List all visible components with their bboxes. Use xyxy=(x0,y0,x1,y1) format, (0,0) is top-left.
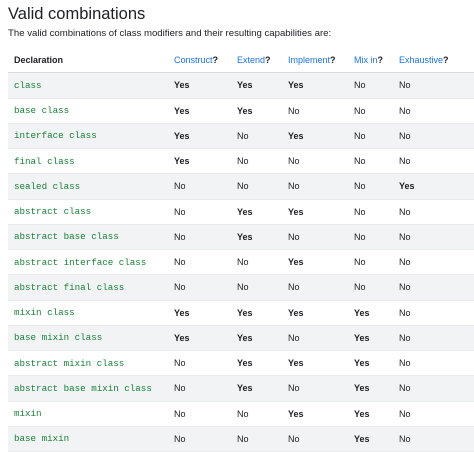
capability-cell: Yes xyxy=(288,401,354,426)
capability-cell: Yes xyxy=(288,123,354,148)
capability-cell: No xyxy=(399,376,474,401)
capability-cell: Yes xyxy=(288,351,354,376)
capability-cell: No xyxy=(399,224,474,249)
capability-cell: Yes xyxy=(288,199,354,224)
capability-cell: No xyxy=(399,351,474,376)
table-row xyxy=(8,401,474,426)
capability-cell: No xyxy=(354,149,399,174)
capability-cell: Yes xyxy=(237,351,288,376)
capability-cell: Yes xyxy=(354,351,399,376)
header-mix-in-link[interactable]: Mix in xyxy=(354,55,378,66)
capability-cell: Yes xyxy=(288,250,354,275)
capability-cell: No xyxy=(174,376,237,401)
capability-cell: No xyxy=(174,426,237,451)
capability-cell: No xyxy=(399,250,474,275)
capability-cell: Yes xyxy=(237,224,288,249)
table-row xyxy=(8,174,474,199)
header-exhaustive-link[interactable]: Exhaustive xyxy=(399,55,444,66)
declaration-cell: abstract mixin class xyxy=(8,351,174,376)
header-construct xyxy=(174,48,237,73)
declaration-cell: sealed class xyxy=(8,174,174,199)
capability-cell: No xyxy=(399,275,474,300)
capability-cell: No xyxy=(174,351,237,376)
declaration-cell: abstract base mixin class xyxy=(8,376,174,401)
header-implement xyxy=(288,48,354,73)
capability-cell: No xyxy=(288,275,354,300)
capability-cell: Yes xyxy=(399,174,474,199)
capability-cell: Yes xyxy=(174,149,237,174)
capability-cell: No xyxy=(174,250,237,275)
table-row xyxy=(8,300,474,325)
table-row xyxy=(8,73,474,98)
header-extend xyxy=(237,48,288,73)
capability-cell: No xyxy=(174,275,237,300)
declaration-cell: interface class xyxy=(8,123,174,148)
capability-cell: Yes xyxy=(354,300,399,325)
table-row xyxy=(8,351,474,376)
capability-cell: No xyxy=(237,149,288,174)
capability-cell: No xyxy=(288,224,354,249)
header-extend-link[interactable]: Extend xyxy=(237,55,266,66)
capability-cell: No xyxy=(237,174,288,199)
capability-cell: Yes xyxy=(237,199,288,224)
header-mix-in xyxy=(354,48,399,73)
capability-cell: Yes xyxy=(237,325,288,350)
capability-cell: Yes xyxy=(237,73,288,98)
capability-cell: Yes xyxy=(237,98,288,123)
table-row xyxy=(8,376,474,401)
table-row xyxy=(8,199,474,224)
table-row xyxy=(8,325,474,350)
header-implement-link[interactable]: Implement xyxy=(288,55,331,66)
combinations-table xyxy=(8,48,474,452)
capability-cell: No xyxy=(288,98,354,123)
header-declaration: Declaration xyxy=(8,48,174,73)
header-mix-in-suffix: ? xyxy=(377,55,384,66)
table-row xyxy=(8,224,474,249)
declaration-cell: abstract final class xyxy=(8,275,174,300)
capability-cell: Yes xyxy=(288,300,354,325)
capability-cell: No xyxy=(354,98,399,123)
capability-cell: No xyxy=(354,123,399,148)
capability-cell: No xyxy=(354,73,399,98)
header-exhaustive xyxy=(399,48,474,73)
capability-cell: No xyxy=(354,199,399,224)
table-row xyxy=(8,149,474,174)
capability-cell: No xyxy=(237,401,288,426)
capability-cell: No xyxy=(399,426,474,451)
capability-cell: Yes xyxy=(354,376,399,401)
capability-cell: Yes xyxy=(174,98,237,123)
declaration-cell: mixin class xyxy=(8,300,174,325)
capability-cell: No xyxy=(399,73,474,98)
capability-cell: Yes xyxy=(174,300,237,325)
header-construct-suffix: ? xyxy=(212,55,219,66)
declaration-cell: base mixin class xyxy=(8,325,174,350)
table-body xyxy=(8,73,474,452)
capability-cell: Yes xyxy=(174,123,237,148)
capability-cell: No xyxy=(174,401,237,426)
capability-cell: Yes xyxy=(174,325,237,350)
capability-cell: Yes xyxy=(237,300,288,325)
table-row xyxy=(8,98,474,123)
capability-cell: Yes xyxy=(288,73,354,98)
intro-text: The valid combinations of class modifiers and their resulting capabilities are: xyxy=(8,28,332,39)
capability-cell: No xyxy=(237,250,288,275)
capability-cell: Yes xyxy=(354,426,399,451)
table-row xyxy=(8,275,474,300)
capability-cell: No xyxy=(174,224,237,249)
declaration-cell: base class xyxy=(8,98,174,123)
capability-cell: No xyxy=(237,275,288,300)
capability-cell: No xyxy=(237,426,288,451)
declaration-cell: mixin xyxy=(8,401,174,426)
capability-cell: Yes xyxy=(354,401,399,426)
header-construct-link[interactable]: Construct xyxy=(174,55,213,66)
capability-cell: No xyxy=(354,275,399,300)
declaration-cell: abstract base class xyxy=(8,224,174,249)
header-extend-suffix: ? xyxy=(265,55,271,66)
declaration-cell: abstract class xyxy=(8,199,174,224)
capability-cell: No xyxy=(288,376,354,401)
declaration-cell: class xyxy=(8,73,174,98)
table-row xyxy=(8,123,474,148)
capability-cell: No xyxy=(288,426,354,451)
capability-cell: No xyxy=(399,149,474,174)
capability-cell: No xyxy=(399,300,474,325)
capability-cell: No xyxy=(174,174,237,199)
capability-cell: No xyxy=(354,224,399,249)
declaration-cell: base mixin xyxy=(8,426,174,451)
table-row xyxy=(8,250,474,275)
capability-cell: No xyxy=(174,199,237,224)
declaration-cell: final class xyxy=(8,149,174,174)
capability-cell: No xyxy=(288,174,354,199)
capability-cell: No xyxy=(237,123,288,148)
capability-cell: No xyxy=(399,98,474,123)
header-exhaustive-suffix: ? xyxy=(443,55,449,66)
capability-cell: Yes xyxy=(174,73,237,98)
declaration-cell: abstract interface class xyxy=(8,250,174,275)
capability-cell: No xyxy=(399,199,474,224)
capability-cell: No xyxy=(288,149,354,174)
capability-cell: No xyxy=(399,325,474,350)
capability-cell: No xyxy=(354,174,399,199)
page-title: Valid combinations xyxy=(8,5,146,23)
table-header-row xyxy=(8,48,474,73)
header-implement-suffix: ? xyxy=(330,55,336,66)
capability-cell: No xyxy=(399,401,474,426)
capability-cell: No xyxy=(288,325,354,350)
capability-cell: No xyxy=(399,123,474,148)
capability-cell: Yes xyxy=(354,325,399,350)
capability-cell: No xyxy=(354,250,399,275)
table-row xyxy=(8,426,474,451)
capability-cell: Yes xyxy=(237,376,288,401)
